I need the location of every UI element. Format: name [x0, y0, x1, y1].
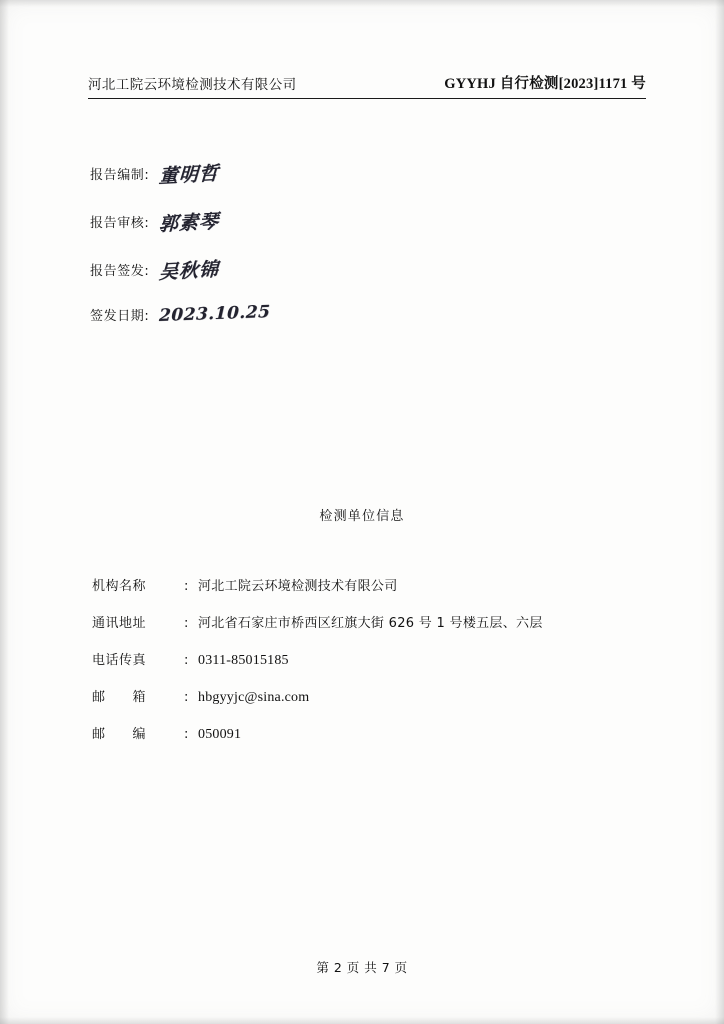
section-title-testing-unit-info: 检测单位信息 — [319, 509, 405, 524]
info-row-email — [92, 686, 632, 723]
info-colon-postal-code: : — [184, 727, 189, 742]
info-colon-address: : — [184, 616, 189, 631]
signature-value-issue-date: 2023.10.25 — [159, 302, 272, 326]
info-label-phone-fax: 电话传真 — [92, 653, 147, 668]
info-row-organization-name — [92, 575, 632, 612]
info-value-email: hbgyyjc@sina.com — [198, 690, 310, 705]
page-number-text: 第 2 页 共 7 页 — [316, 960, 408, 975]
info-row-postal-code — [92, 723, 632, 760]
page-edge-shadow-bottom — [0, 1017, 724, 1024]
signature-value-compiler: 董明哲 — [158, 162, 220, 188]
signature-row-issuer — [90, 256, 510, 304]
header-company-name: 河北工院云环境检测技术有限公司 — [88, 77, 297, 93]
info-value-organization-name: 河北工院云环境检测技术有限公司 — [198, 579, 398, 594]
info-value-postal-code: 050091 — [198, 727, 242, 742]
info-label-address: 通讯地址 — [92, 616, 147, 631]
signature-block — [90, 160, 510, 352]
info-colon-email: : — [184, 690, 189, 705]
info-colon-phone-fax: : — [184, 653, 189, 668]
info-colon-organization-name: : — [184, 579, 189, 594]
page-edge-shadow-top — [0, 0, 724, 7]
signature-row-compiler — [90, 160, 510, 208]
signature-value-issuer: 吴秋锦 — [158, 258, 220, 284]
testing-unit-info-list — [92, 575, 632, 760]
info-label-postal-code: 邮 编 — [92, 727, 147, 742]
page-header — [88, 72, 646, 99]
info-value-address: 河北省石家庄市桥西区红旗大街 626 号 1 号楼五层、六层 — [198, 616, 543, 631]
signature-value-reviewer: 郭素琴 — [158, 210, 220, 236]
info-row-address — [92, 612, 632, 649]
page-footer — [0, 958, 724, 976]
info-row-phone-fax — [92, 649, 632, 686]
signature-label-issue-date: 签发日期: — [90, 308, 150, 324]
signature-label-compiler: 报告编制: — [90, 168, 150, 183]
info-label-email: 邮 箱 — [92, 690, 147, 705]
header-report-number: GYYHJ 自行检测[2023]1171 号 — [444, 76, 646, 92]
signature-label-issuer: 报告签发: — [90, 264, 150, 279]
info-value-phone-fax: 0311-85015185 — [198, 653, 289, 668]
signature-row-reviewer — [90, 208, 510, 256]
signature-row-issue-date — [90, 304, 510, 352]
info-label-organization-name: 机构名称 — [92, 579, 147, 594]
signature-label-reviewer: 报告审核: — [90, 216, 150, 231]
